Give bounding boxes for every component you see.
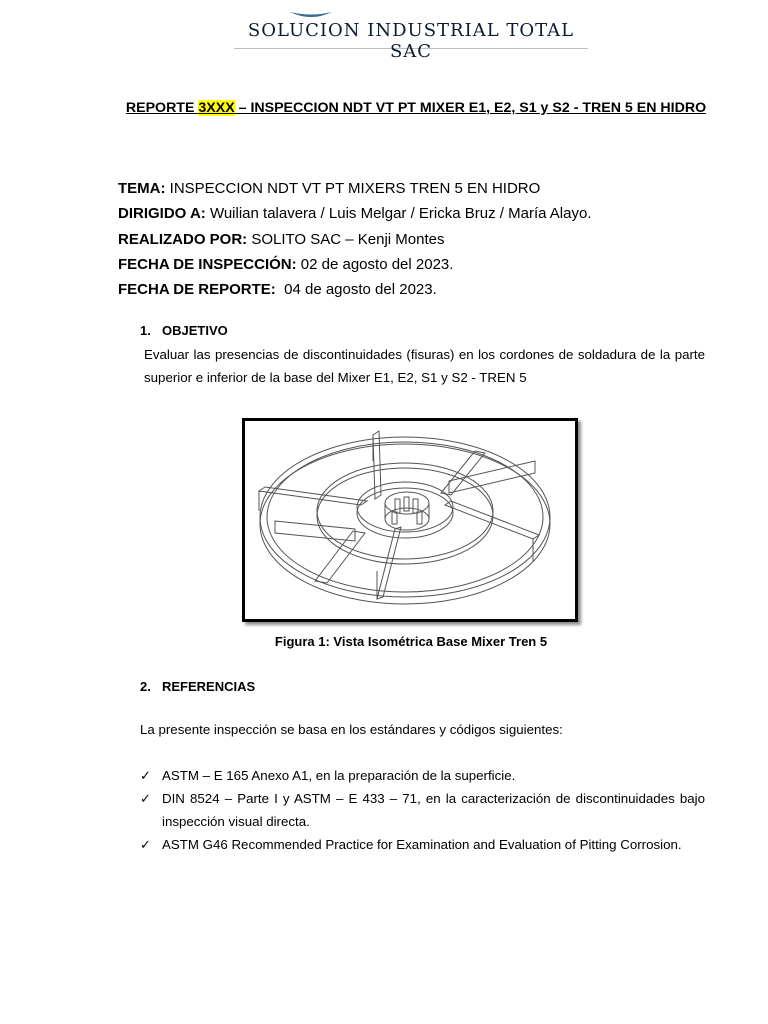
section-title: OBJETIVO: [162, 323, 228, 338]
title-rest: – INSPECCION NDT VT PT MIXER E1, E2, S1 y S2 - TREN 5 EN HIDRO: [234, 100, 707, 116]
objetivo-paragraph: Evaluar las presencias de discontinuidades (fisuras) en los cordones de soldadura de la parte superior e inferior de la base del Mixer E1, E2, S1 y S2 - TREN 5: [144, 347, 705, 385]
meta-value: 02 de agosto del 2023.: [296, 255, 454, 273]
figure-mixer-base: [242, 418, 578, 622]
title-prefix: REPORTE: [125, 100, 199, 116]
section-referencias-heading: [140, 679, 255, 694]
meta-value: Wuilian talavera / Luis Melgar / Ericka Bruz / María Alayo.: [205, 205, 592, 223]
company-logo-icon: [288, 12, 334, 20]
meta-value: INSPECCION NDT VT PT MIXERS TREN 5 EN HIDRO: [165, 180, 541, 197]
company-name: SOLUCION INDUSTRIAL TOTAL SAC: [247, 20, 575, 62]
section-number: 1.: [140, 323, 151, 338]
meta-row-realizado: [118, 227, 592, 252]
checkmark-icon: ✓: [140, 791, 151, 806]
meta-label: REALIZADO POR:: [118, 230, 248, 248]
reference-text: DIN 8524 – Parte I y ASTM – E 433 – 71, en la caracterización de discontinuidades bajo inspección visual directa.: [162, 791, 705, 829]
reference-item: [140, 764, 705, 787]
reference-item: [140, 787, 705, 833]
references-list: [140, 764, 705, 856]
meta-row-tema: [118, 176, 592, 201]
meta-label: TEMA:: [118, 180, 166, 197]
meta-row-dirigido: [118, 201, 592, 226]
reference-text: ASTM G46 Recommended Practice for Examination and Evaluation of Pitting Corrosion.: [162, 837, 682, 852]
meta-row-fecha-inspeccion: [118, 252, 592, 277]
meta-label: FECHA DE REPORTE:: [118, 281, 276, 299]
reference-text: ASTM – E 165 Anexo A1, en la preparación de la superficie.: [162, 768, 516, 783]
checkmark-icon: ✓: [140, 768, 151, 783]
meta-value: 04 de agosto del 2023.: [275, 281, 437, 299]
section-objetivo-heading: [140, 323, 228, 338]
meta-label: DIRIGIDO A:: [118, 205, 206, 223]
referencias-intro: La presente inspección se basa en los estándares y códigos siguientes:: [140, 722, 563, 737]
section-number: 2.: [140, 679, 151, 694]
title-report-number: 3XXX: [198, 100, 235, 116]
meta-value: SOLITO SAC – Kenji Montes: [247, 230, 445, 248]
report-title: [118, 96, 714, 121]
mixer-base-isometric-drawing: [245, 421, 569, 613]
section-title: REFERENCIAS: [162, 679, 256, 694]
figure-caption: Figura 1: Vista Isométrica Base Mixer Tren 5: [274, 634, 548, 649]
report-metadata: [118, 176, 592, 302]
checkmark-icon: ✓: [140, 837, 151, 852]
meta-label: FECHA DE INSPECCIÓN:: [118, 255, 297, 273]
meta-row-fecha-reporte: [118, 277, 592, 302]
reference-item: [140, 833, 705, 856]
